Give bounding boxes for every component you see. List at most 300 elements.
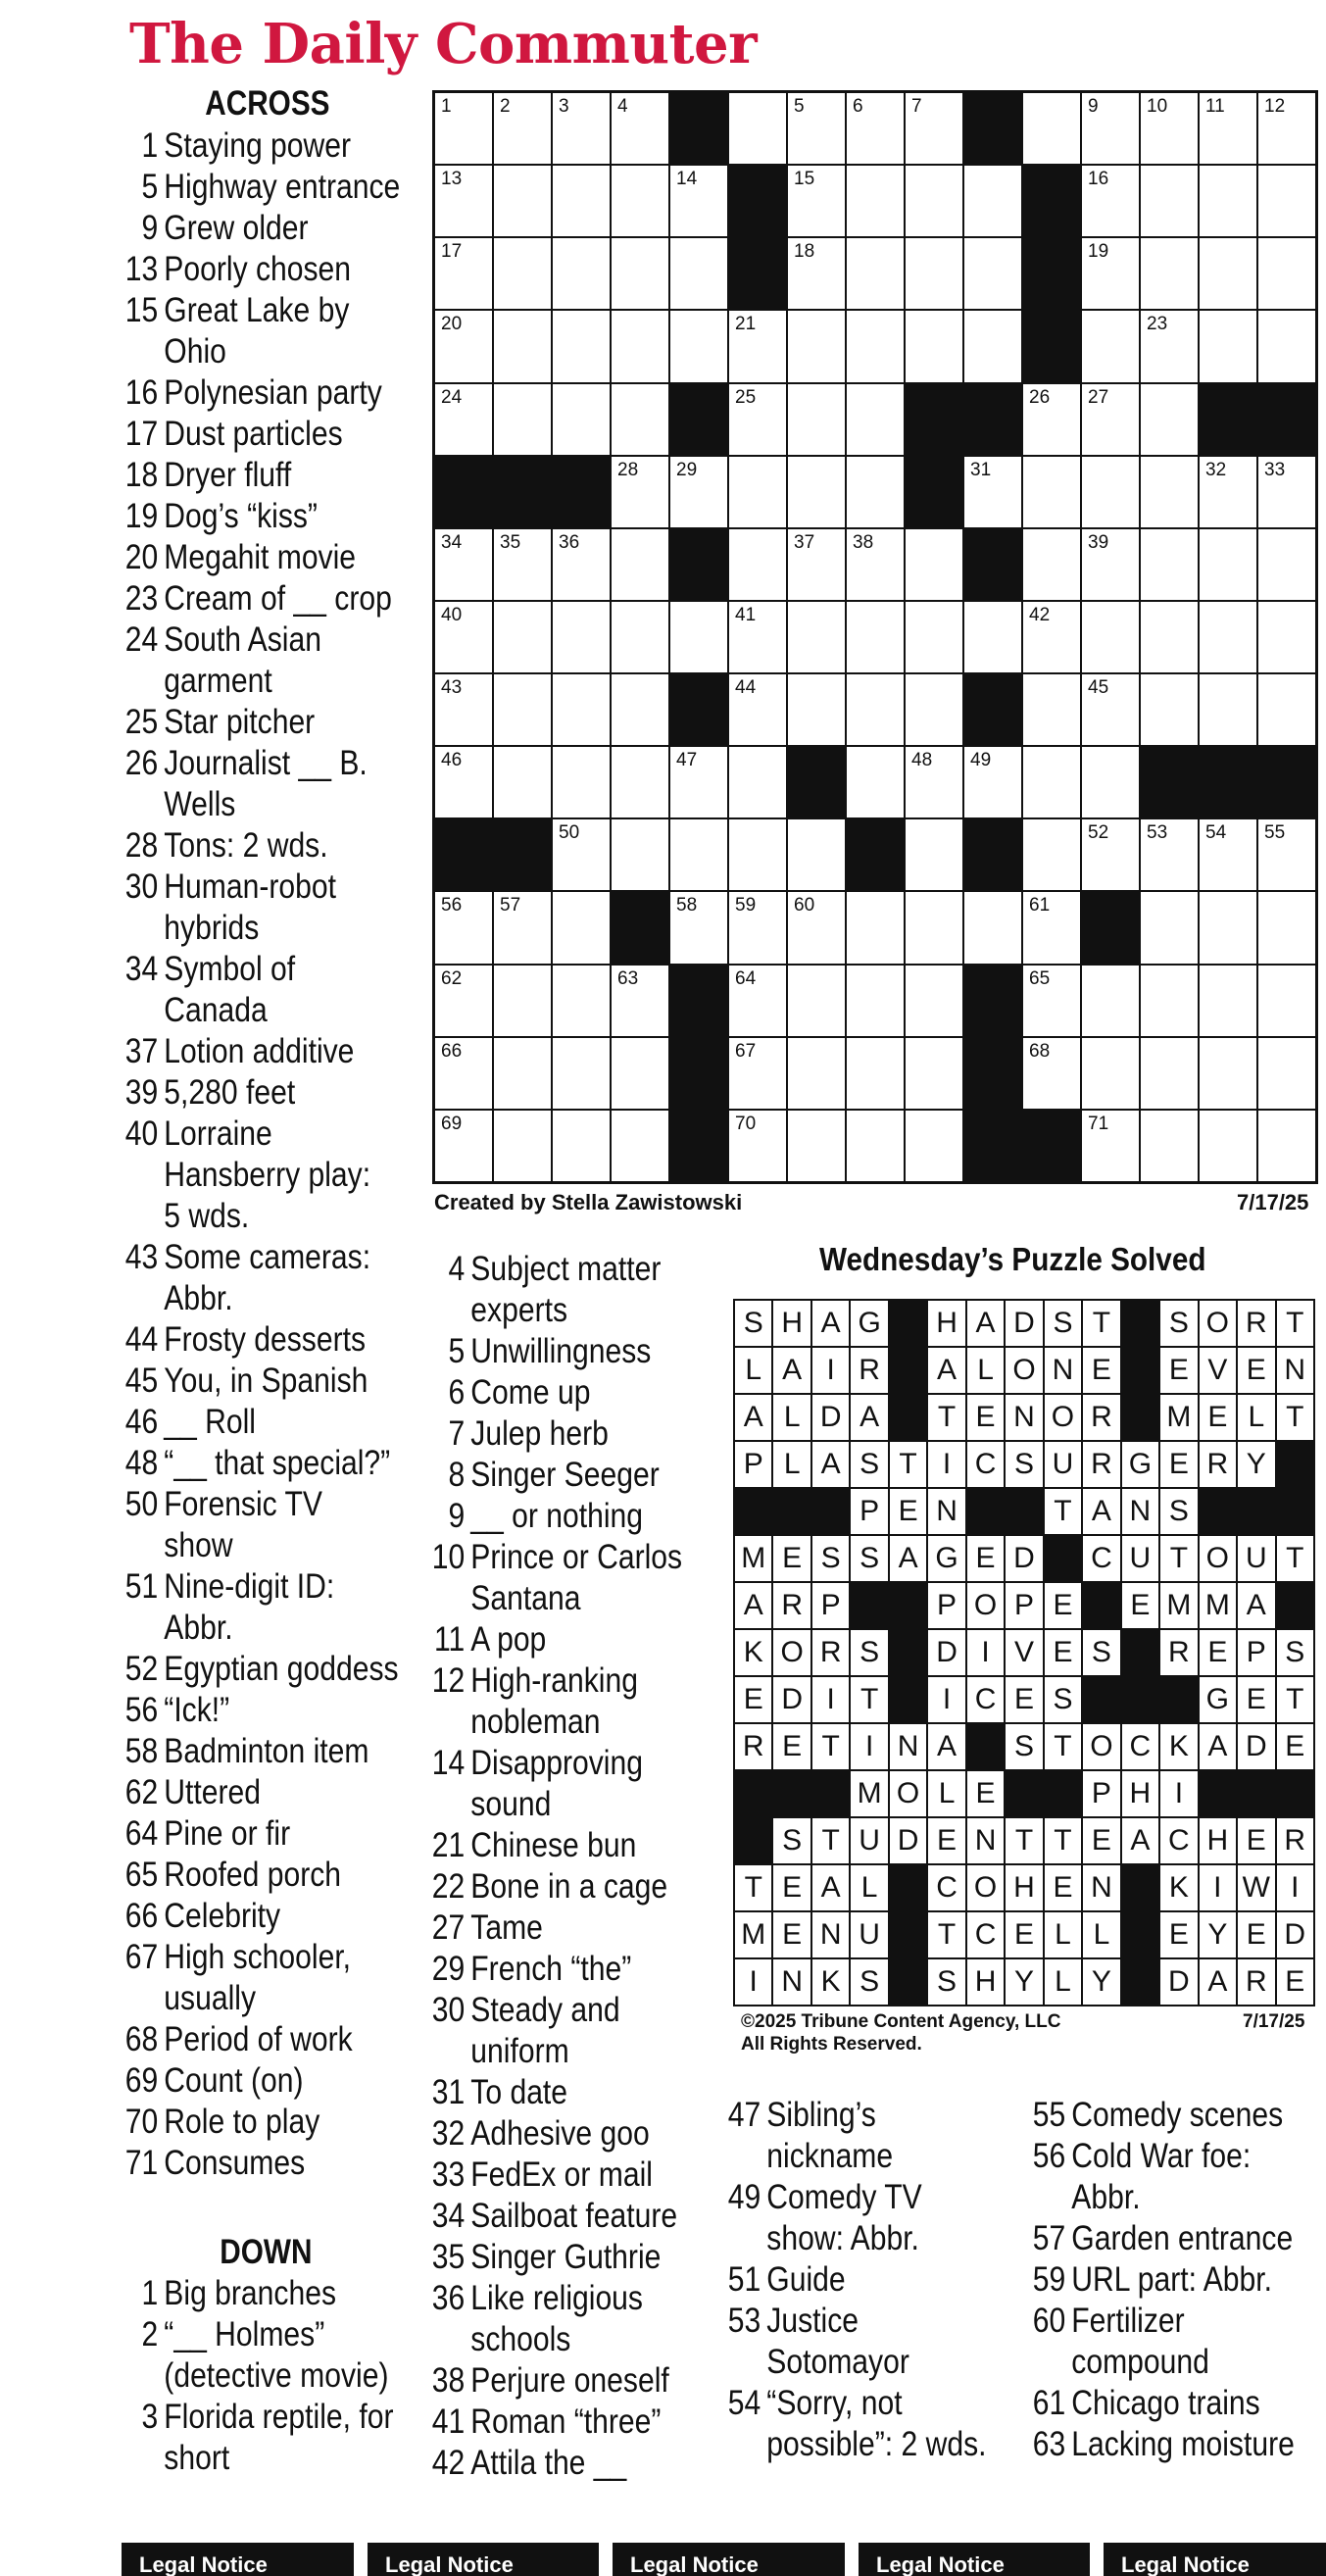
clue-item xyxy=(424,1702,682,1743)
grid-cell[interactable] xyxy=(612,819,668,890)
grid-cell[interactable] xyxy=(906,602,962,672)
grid-cell[interactable] xyxy=(494,166,551,236)
grid-cell[interactable] xyxy=(494,529,551,600)
grid-cell[interactable] xyxy=(1023,529,1080,600)
grid-cell[interactable] xyxy=(612,602,668,672)
clue-item xyxy=(424,1660,682,1702)
grid-cell[interactable] xyxy=(1023,384,1080,455)
solution-cell: A xyxy=(812,1865,849,1910)
clue-text: A pop xyxy=(470,1620,547,1659)
grid-cell[interactable] xyxy=(670,747,727,817)
grid-cell[interactable] xyxy=(1082,966,1139,1036)
grid-cell[interactable] xyxy=(435,529,492,600)
solution-cell: S xyxy=(773,1818,810,1863)
clue-item xyxy=(424,1372,682,1413)
grid-cell[interactable] xyxy=(788,166,845,236)
grid-cell[interactable] xyxy=(1258,457,1315,527)
grid-cell[interactable] xyxy=(1200,93,1256,164)
solution-cell: O xyxy=(967,1583,1004,1628)
grid-cell[interactable] xyxy=(553,819,610,890)
grid-cell[interactable] xyxy=(788,457,845,527)
solution-black-square xyxy=(735,1489,771,1534)
grid-cell[interactable] xyxy=(553,747,610,817)
grid-cell[interactable] xyxy=(906,747,962,817)
grid-cell[interactable] xyxy=(612,529,668,600)
grid-cell[interactable] xyxy=(494,747,551,817)
black-square xyxy=(670,384,727,455)
grid-cell[interactable] xyxy=(1082,166,1139,236)
grid-cell[interactable] xyxy=(1082,674,1139,745)
solution-cell: R xyxy=(1200,1442,1236,1487)
clue-number: 2 xyxy=(141,2315,159,2353)
solution-cell: D xyxy=(1238,1724,1274,1769)
grid-cell[interactable] xyxy=(906,166,962,236)
grid-cell[interactable] xyxy=(1258,1038,1315,1109)
grid-cell[interactable] xyxy=(1141,238,1198,309)
grid-cell[interactable] xyxy=(1023,747,1080,817)
solution-cell: E xyxy=(1238,1677,1274,1722)
grid-cell[interactable] xyxy=(494,1038,551,1109)
grid-cell[interactable] xyxy=(1258,166,1315,236)
grid-cell[interactable] xyxy=(1200,1111,1256,1181)
grid-cell[interactable] xyxy=(847,892,904,963)
grid-cell[interactable] xyxy=(553,1111,610,1181)
grid-cell[interactable] xyxy=(553,166,610,236)
grid-cell[interactable] xyxy=(494,966,551,1036)
clue-number: 13 xyxy=(124,250,159,288)
clue-number xyxy=(720,2342,766,2383)
clue-item xyxy=(424,1331,682,1372)
grid-cell[interactable] xyxy=(906,674,962,745)
solution-cell: W xyxy=(1238,1865,1274,1910)
grid-cell[interactable] xyxy=(494,602,551,672)
grid-cell[interactable] xyxy=(847,1038,904,1109)
clue-number: 39 xyxy=(124,1073,159,1112)
grid-cell[interactable] xyxy=(494,93,551,164)
grid-cell[interactable] xyxy=(1082,747,1139,817)
cell-number: 68 xyxy=(1029,1040,1051,1062)
grid-cell[interactable] xyxy=(494,311,551,381)
grid-cell[interactable] xyxy=(1258,674,1315,745)
solution-black-square xyxy=(890,1912,926,1957)
grid-cell[interactable] xyxy=(553,1038,610,1109)
grid-cell[interactable] xyxy=(1141,93,1198,164)
clue-number: 51 xyxy=(124,1567,159,1606)
grid-cell[interactable] xyxy=(612,1038,668,1109)
grid-cell[interactable] xyxy=(1200,238,1256,309)
grid-cell[interactable] xyxy=(729,457,786,527)
grid-cell[interactable] xyxy=(1258,311,1315,381)
clue-text: “__ Holmes” xyxy=(164,2315,325,2353)
cell-number: 49 xyxy=(970,750,992,771)
cell-number: 46 xyxy=(441,750,463,771)
grid-cell[interactable] xyxy=(1141,384,1198,455)
clue-number: 58 xyxy=(124,1732,159,1770)
grid-cell[interactable] xyxy=(670,238,727,309)
clue-item xyxy=(118,1813,400,1855)
clue-item xyxy=(424,2278,682,2319)
grid-cell[interactable] xyxy=(612,238,668,309)
grid-cell[interactable] xyxy=(612,747,668,817)
grid-cell[interactable] xyxy=(729,819,786,890)
grid-cell[interactable] xyxy=(435,311,492,381)
clue-text: Wells xyxy=(164,785,236,823)
solution-cell: A xyxy=(928,1348,964,1393)
black-square xyxy=(964,1111,1021,1181)
grid-cell[interactable] xyxy=(553,892,610,963)
grid-cell[interactable] xyxy=(729,311,786,381)
grid-cell[interactable] xyxy=(964,457,1021,527)
clue-item xyxy=(118,949,400,990)
grid-cell[interactable] xyxy=(553,674,610,745)
grid-cell[interactable] xyxy=(1082,1038,1139,1109)
grid-cell[interactable] xyxy=(847,384,904,455)
grid-cell[interactable] xyxy=(1258,966,1315,1036)
grid-cell[interactable] xyxy=(1258,529,1315,600)
clue-number xyxy=(424,1578,470,1619)
grid-cell[interactable] xyxy=(1200,674,1256,745)
grid-cell[interactable] xyxy=(612,166,668,236)
grid-cell[interactable] xyxy=(729,93,786,164)
solution-cell: A xyxy=(1200,1959,1236,2005)
grid-cell[interactable] xyxy=(1141,1111,1198,1181)
grid-cell[interactable] xyxy=(729,1038,786,1109)
grid-cell[interactable] xyxy=(964,892,1021,963)
clue-number: 45 xyxy=(124,1362,159,1400)
solution-cell: C xyxy=(967,1677,1004,1722)
clue-number: 44 xyxy=(124,1320,159,1359)
grid-cell[interactable] xyxy=(1200,819,1256,890)
grid-cell[interactable] xyxy=(670,602,727,672)
grid-cell[interactable] xyxy=(612,1111,668,1181)
grid-cell[interactable] xyxy=(964,238,1021,309)
grid-cell[interactable] xyxy=(906,529,962,600)
cell-number: 43 xyxy=(441,677,463,699)
grid-cell[interactable] xyxy=(553,966,610,1036)
grid-cell[interactable] xyxy=(1141,674,1198,745)
grid-cell[interactable] xyxy=(435,166,492,236)
grid-cell[interactable] xyxy=(729,529,786,600)
solution-title: Wednesday’s Puzzle Solved xyxy=(819,1241,1206,1277)
grid-cell[interactable] xyxy=(435,238,492,309)
clue-number: 52 xyxy=(124,1650,159,1688)
grid-cell[interactable] xyxy=(494,238,551,309)
solution-cell: D xyxy=(812,1395,849,1440)
grid-cell[interactable] xyxy=(1082,529,1139,600)
grid-cell[interactable] xyxy=(553,238,610,309)
grid-cell[interactable] xyxy=(1200,457,1256,527)
grid-cell[interactable] xyxy=(612,966,668,1036)
grid-cell[interactable] xyxy=(553,529,610,600)
grid-cell[interactable] xyxy=(788,311,845,381)
grid-cell[interactable] xyxy=(612,674,668,745)
solution-cell: E xyxy=(1277,1724,1313,1769)
grid-cell[interactable] xyxy=(906,238,962,309)
grid-cell[interactable] xyxy=(847,166,904,236)
grid-cell[interactable] xyxy=(435,747,492,817)
solution-cell: P xyxy=(1083,1771,1119,1816)
grid-cell[interactable] xyxy=(788,674,845,745)
grid-cell[interactable] xyxy=(1258,93,1315,164)
grid-cell[interactable] xyxy=(1258,1111,1315,1181)
grid-cell[interactable] xyxy=(729,602,786,672)
grid-cell[interactable] xyxy=(906,966,962,1036)
solution-black-square xyxy=(890,1865,926,1910)
solution-black-square xyxy=(1006,1771,1042,1816)
grid-cell[interactable] xyxy=(1258,819,1315,890)
grid-cell[interactable] xyxy=(1023,1038,1080,1109)
cell-number: 13 xyxy=(441,169,463,190)
solution-black-square xyxy=(1083,1677,1119,1722)
grid-cell[interactable] xyxy=(670,819,727,890)
grid-cell[interactable] xyxy=(1141,1038,1198,1109)
grid-cell[interactable] xyxy=(788,966,845,1036)
grid-cell[interactable] xyxy=(729,892,786,963)
grid-cell[interactable] xyxy=(553,602,610,672)
grid-cell[interactable] xyxy=(788,384,845,455)
grid-cell[interactable] xyxy=(494,892,551,963)
grid-cell[interactable] xyxy=(1200,1038,1256,1109)
grid-cell[interactable] xyxy=(847,311,904,381)
grid-cell[interactable] xyxy=(1200,166,1256,236)
grid-cell[interactable] xyxy=(435,966,492,1036)
solution-cell: T xyxy=(735,1865,771,1910)
grid-cell[interactable] xyxy=(612,311,668,381)
grid-cell[interactable] xyxy=(906,819,962,890)
grid-cell[interactable] xyxy=(964,311,1021,381)
grid-cell[interactable] xyxy=(1200,602,1256,672)
clue-item xyxy=(118,1937,400,1978)
grid-cell[interactable] xyxy=(670,311,727,381)
clue-item xyxy=(1025,2424,1295,2465)
clue-item xyxy=(424,1496,682,1537)
clue-number xyxy=(118,2355,164,2397)
grid-cell[interactable] xyxy=(553,93,610,164)
grid-cell[interactable] xyxy=(670,892,727,963)
grid-cell[interactable] xyxy=(1141,602,1198,672)
grid-cell[interactable] xyxy=(553,384,610,455)
grid-cell[interactable] xyxy=(1258,602,1315,672)
clue-item xyxy=(118,455,400,496)
grid-cell[interactable] xyxy=(964,602,1021,672)
grid-cell[interactable] xyxy=(729,1111,786,1181)
clue-text: Singer Guthrie xyxy=(470,2238,662,2276)
black-square xyxy=(964,384,1021,455)
grid-cell[interactable] xyxy=(788,819,845,890)
grid-cell[interactable] xyxy=(906,892,962,963)
solution-cell: E xyxy=(1045,1865,1081,1910)
grid-cell[interactable] xyxy=(1082,1111,1139,1181)
clue-item xyxy=(118,702,400,743)
clue-item xyxy=(118,1731,400,1772)
solution-cell: N xyxy=(773,1959,810,2005)
solution-cell: N xyxy=(812,1912,849,1957)
grid-cell[interactable] xyxy=(847,747,904,817)
grid-cell[interactable] xyxy=(906,1038,962,1109)
grid-cell[interactable] xyxy=(435,892,492,963)
clue-number: 68 xyxy=(124,2020,159,2058)
grid-cell[interactable] xyxy=(788,93,845,164)
grid-cell[interactable] xyxy=(1141,892,1198,963)
grid-cell[interactable] xyxy=(553,311,610,381)
clue-number: 29 xyxy=(431,1950,466,1988)
solution-cell: D xyxy=(1006,1301,1042,1346)
cell-number: 16 xyxy=(1088,169,1109,190)
grid-cell[interactable] xyxy=(1023,966,1080,1036)
black-square xyxy=(847,819,904,890)
solution-cell: R xyxy=(812,1630,849,1675)
solution-cell: N xyxy=(1122,1489,1158,1534)
grid-cell[interactable] xyxy=(1141,311,1198,381)
solution-cell: C xyxy=(928,1865,964,1910)
grid-cell[interactable] xyxy=(1082,311,1139,381)
clue-text: nobleman xyxy=(470,1703,601,1741)
grid-cell[interactable] xyxy=(435,1038,492,1109)
grid-cell[interactable] xyxy=(788,892,845,963)
solution-black-square xyxy=(1083,1583,1119,1628)
grid-cell[interactable] xyxy=(847,93,904,164)
grid-cell[interactable] xyxy=(906,311,962,381)
grid-cell[interactable] xyxy=(435,674,492,745)
solution-cell: I xyxy=(928,1442,964,1487)
clue-number: 8 xyxy=(448,1456,466,1494)
grid-cell[interactable] xyxy=(788,529,845,600)
grid-cell[interactable] xyxy=(1258,238,1315,309)
grid-cell[interactable] xyxy=(729,674,786,745)
grid-cell[interactable] xyxy=(729,747,786,817)
clue-item xyxy=(424,1866,682,1907)
grid-cell[interactable] xyxy=(1082,384,1139,455)
solution-cell: O xyxy=(1006,1348,1042,1393)
grid-cell[interactable] xyxy=(964,166,1021,236)
solution-cell: E xyxy=(928,1818,964,1863)
grid-cell[interactable] xyxy=(435,93,492,164)
grid-cell[interactable] xyxy=(1023,892,1080,963)
clue-text: Attila the __ xyxy=(470,2444,627,2482)
grid-cell[interactable] xyxy=(1141,819,1198,890)
grid-cell[interactable] xyxy=(1023,93,1080,164)
solution-cell: I xyxy=(1160,1771,1197,1816)
solution-cell: T xyxy=(1045,1724,1081,1769)
grid-cell[interactable] xyxy=(1141,166,1198,236)
grid-cell[interactable] xyxy=(612,93,668,164)
grid-cell[interactable] xyxy=(964,747,1021,817)
clue-text: Fertilizer xyxy=(1071,2302,1185,2340)
grid-cell[interactable] xyxy=(1023,819,1080,890)
cell-number: 38 xyxy=(853,531,874,553)
clue-number: 51 xyxy=(727,2260,761,2299)
grid-cell[interactable] xyxy=(847,457,904,527)
grid-cell[interactable] xyxy=(847,674,904,745)
grid-cell[interactable] xyxy=(847,966,904,1036)
black-square xyxy=(964,529,1021,600)
solution-cell: H xyxy=(773,1301,810,1346)
grid-cell[interactable] xyxy=(729,966,786,1036)
clue-item xyxy=(118,290,400,331)
cell-number: 37 xyxy=(794,531,815,553)
grid-cell[interactable] xyxy=(435,1111,492,1181)
solution-black-square xyxy=(890,1959,926,2005)
black-square xyxy=(964,93,1021,164)
clue-number xyxy=(118,1525,164,1566)
clue-item xyxy=(118,537,400,578)
grid-cell[interactable] xyxy=(729,384,786,455)
clue-number: 43 xyxy=(124,1238,159,1276)
grid-cell[interactable] xyxy=(847,602,904,672)
grid-cell[interactable] xyxy=(788,1111,845,1181)
grid-cell[interactable] xyxy=(494,674,551,745)
grid-cell[interactable] xyxy=(847,238,904,309)
grid-cell[interactable] xyxy=(1141,529,1198,600)
clue-text: Bone in a cage xyxy=(470,1867,668,1906)
grid-cell[interactable] xyxy=(1258,892,1315,963)
grid-cell[interactable] xyxy=(788,602,845,672)
clue-text: Big branches xyxy=(164,2274,336,2312)
grid-cell[interactable] xyxy=(1082,457,1139,527)
solution-cell: I xyxy=(735,1959,771,2005)
clue-item xyxy=(118,990,400,1031)
solution-cell: M xyxy=(735,1912,771,1957)
grid-cell[interactable] xyxy=(1200,892,1256,963)
grid-cell[interactable] xyxy=(670,166,727,236)
grid-cell[interactable] xyxy=(494,1111,551,1181)
grid-cell[interactable] xyxy=(670,457,727,527)
clue-item xyxy=(118,167,400,208)
grid-cell[interactable] xyxy=(1141,457,1198,527)
clue-number: 22 xyxy=(431,1867,466,1906)
clue-text: Disapproving xyxy=(470,1744,643,1782)
black-square xyxy=(435,819,492,890)
cell-number: 2 xyxy=(500,96,511,117)
grid-cell[interactable] xyxy=(1082,819,1139,890)
solution-cell: I xyxy=(851,1724,887,1769)
grid-cell[interactable] xyxy=(1082,238,1139,309)
solution-cell: A xyxy=(735,1583,771,1628)
grid-cell[interactable] xyxy=(906,1111,962,1181)
clue-number xyxy=(720,2136,766,2177)
page-title: The Daily Commuter xyxy=(129,12,758,76)
grid-cell[interactable] xyxy=(612,457,668,527)
solution-black-square xyxy=(967,1489,1004,1534)
grid-cell[interactable] xyxy=(1200,966,1256,1036)
solution-cell: E xyxy=(773,1724,810,1769)
grid-cell[interactable] xyxy=(847,529,904,600)
solution-cell: T xyxy=(851,1677,887,1722)
grid-cell[interactable] xyxy=(1200,311,1256,381)
grid-cell[interactable] xyxy=(1023,602,1080,672)
cell-number: 42 xyxy=(1029,604,1051,625)
grid-cell[interactable] xyxy=(906,93,962,164)
grid-cell[interactable] xyxy=(1141,966,1198,1036)
solution-cell: M xyxy=(1160,1583,1197,1628)
cell-number: 55 xyxy=(1264,822,1286,844)
grid-cell[interactable] xyxy=(1082,93,1139,164)
grid-cell[interactable] xyxy=(1023,457,1080,527)
grid-cell[interactable] xyxy=(494,384,551,455)
clue-item xyxy=(424,1537,682,1578)
clue-text: Dryer fluff xyxy=(164,456,292,494)
grid-cell[interactable] xyxy=(435,602,492,672)
grid-cell[interactable] xyxy=(788,238,845,309)
grid-cell[interactable] xyxy=(1082,602,1139,672)
grid-cell[interactable] xyxy=(847,1111,904,1181)
grid-cell[interactable] xyxy=(788,1038,845,1109)
grid-cell[interactable] xyxy=(435,384,492,455)
grid-cell[interactable] xyxy=(1023,674,1080,745)
cell-number: 56 xyxy=(441,895,463,916)
grid-cell[interactable] xyxy=(1200,529,1256,600)
grid-cell[interactable] xyxy=(612,384,668,455)
